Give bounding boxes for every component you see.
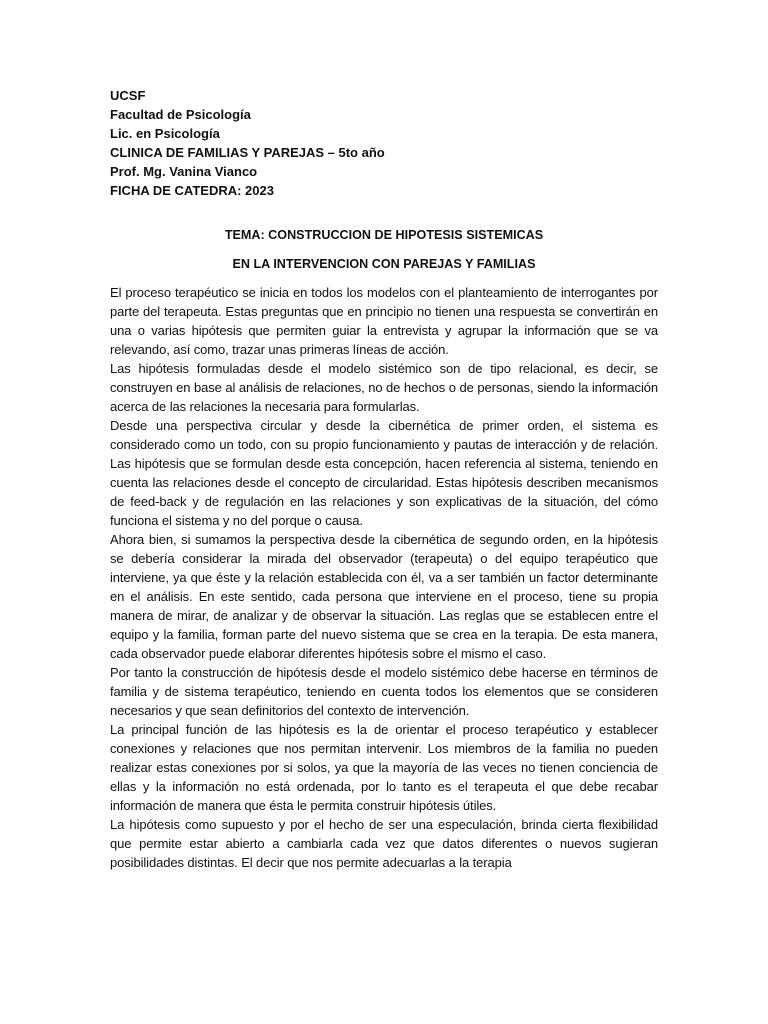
paragraph-4: Ahora bien, si sumamos la perspectiva desde la cibernética de segundo orden, en la hipótesis se debería considerar la mirada del observador (terapeuta) o del equipo terapéutico que interviene, ya que éste y la relación establecida con él, va a ser también un factor determinante en el análisis. En este sentido, cada persona que interviene en el proceso, tiene su propia manera de mirar, de analizar y de observar la situación. Las reglas que se establecen entre el equipo y la familia, forman parte del nuevo sistema que se crea en la terapia. De esta manera, cada observador puede elaborar diferentes hipótesis sobre el mismo el caso. — [110, 532, 658, 661]
document-content — [110, 86, 658, 872]
paragraph-2: Las hipótesis formuladas desde el modelo sistémico son de tipo relacional, es decir, se construyen en base al análisis de relaciones, no de hechos o de personas, siendo la información acerca de las relaciones la necesaria para formularlas. — [110, 361, 658, 414]
title-line-2: EN LA INTERVENCION CON PAREJAS Y FAMILIAS — [232, 257, 536, 271]
document-body — [110, 283, 658, 872]
paragraph-3: Desde una perspectiva circular y desde la cibernética de primer orden, el sistema es considerado como un todo, con su propio funcionamiento y pautas de interacción y de relación. Las hipótesis que se formulan desde esta concepción, hacen referencia al sistema, teniendo en cuenta las relaciones desde el concepto de circularidad. Estas hipótesis describen mecanismos de feed-back y de regulación en las relaciones y son explicativas de la situación, del cómo funciona el sistema y no del porque o causa. — [110, 418, 658, 528]
header-sheet-year: FICHA DE CATEDRA: 2023 — [110, 183, 274, 198]
paragraph-1: El proceso terapéutico se inicia en todos los modelos con el planteamiento de interrogantes por parte del terapeuta. Estas preguntas que en principio no tienen una respuesta se convertirán en una o varias hipótesis que permiten guiar la entrevista y agrupar la información que se va relevando, así como, trazar unas primeras líneas de acción. — [110, 285, 658, 357]
header-institution: UCSF — [110, 88, 146, 103]
paragraph-7: La hipótesis como supuesto y por el hecho de ser una especulación, brinda cierta flexibilidad que permite estar abierto a cambiarla cada vez que datos diferentes o nuevos sugieran posibilidades distintas. El decir que nos permite adecuarlas a la terapia — [110, 817, 658, 870]
paragraph-5: Por tanto la construcción de hipótesis desde el modelo sistémico debe hacerse en términos de familia y de sistema terapéutico, teniendo en cuenta todos los elementos que se consideren necesarios y que sean definitorios del contexto de intervención. — [110, 665, 658, 718]
header-degree: Lic. en Psicología — [110, 126, 220, 141]
header-faculty: Facultad de Psicología — [110, 107, 251, 122]
document-header — [110, 86, 658, 200]
document-title — [110, 226, 658, 274]
title-line-1: TEMA: CONSTRUCCION DE HIPOTESIS SISTEMICAS — [224, 228, 544, 242]
paragraph-6: La principal función de las hipótesis es la de orientar el proceso terapéutico y establecer conexiones y relaciones que nos permitan intervenir. Los miembros de la familia no pueden realizar estas conexiones por si solos, ya que la mayoría de las veces no tienen conciencia de ellas y la información no está ordenada, por lo tanto es el terapeuta el que debe recabar información de manera que ésta le permita construir hipótesis útiles. — [110, 722, 658, 813]
header-course: CLINICA DE FAMILIAS Y PAREJAS – 5to año — [110, 145, 385, 160]
header-professor: Prof. Mg. Vanina Vianco — [110, 164, 258, 179]
